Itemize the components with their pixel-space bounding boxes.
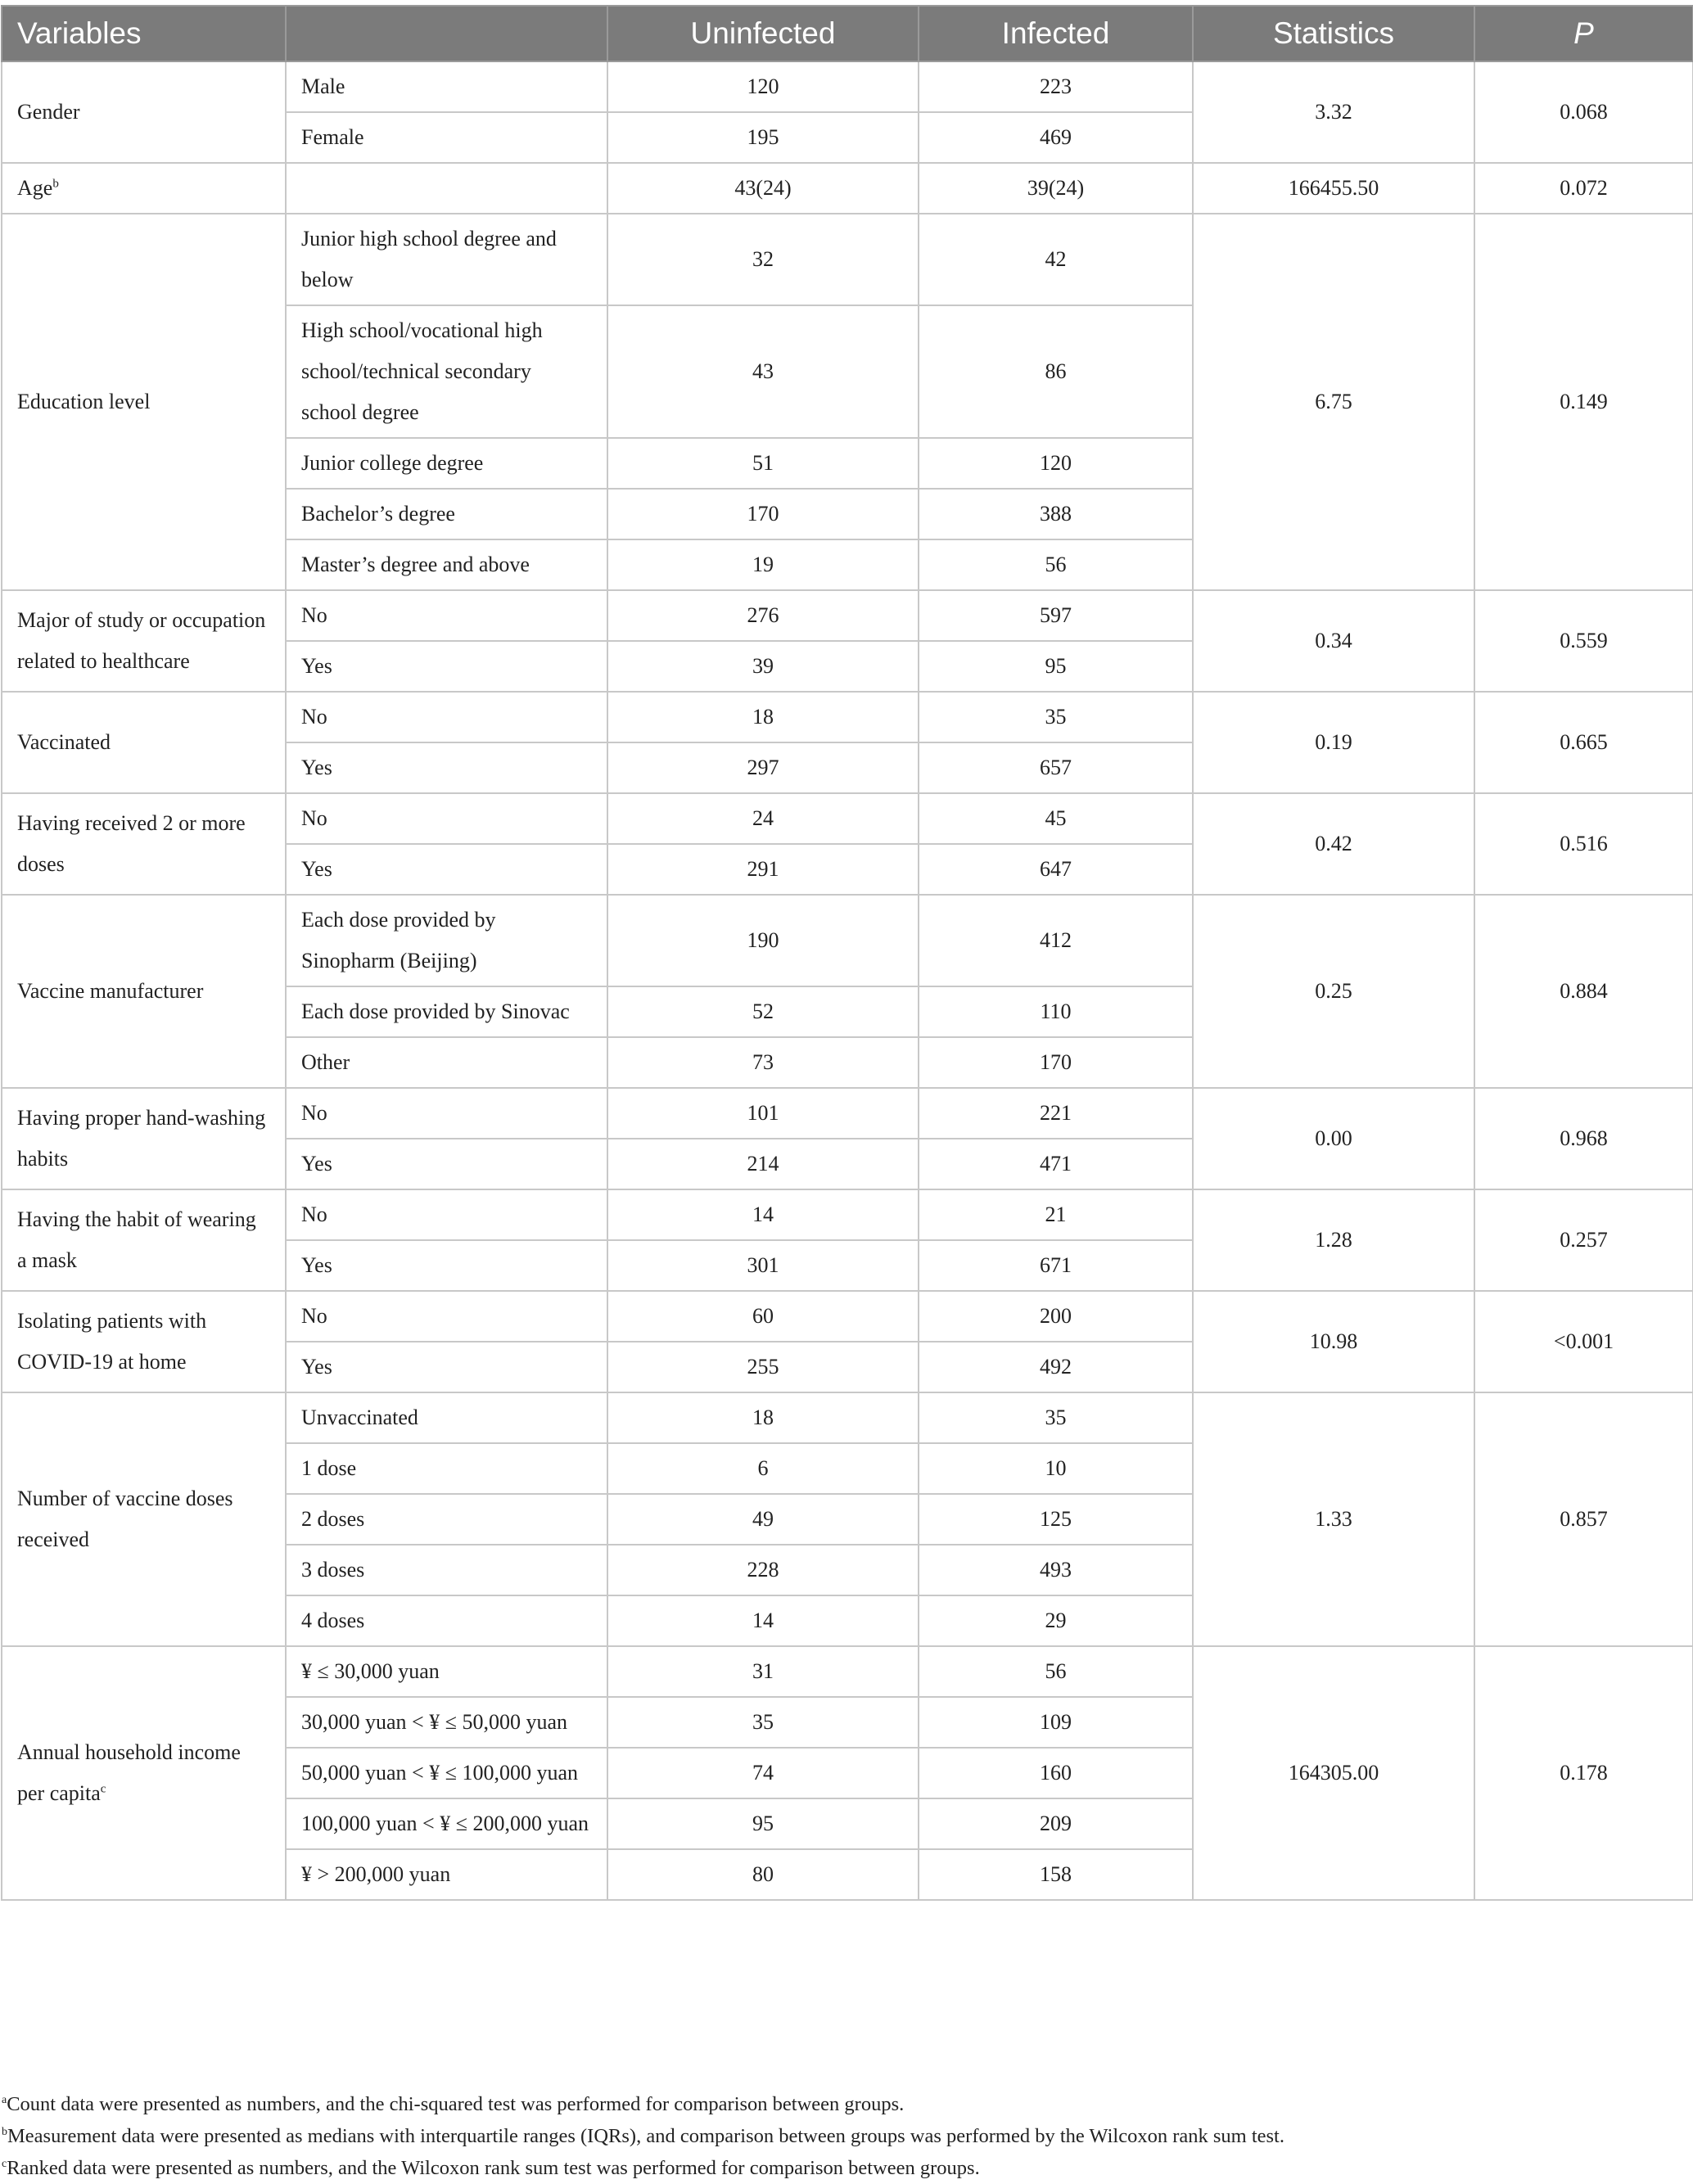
table-row bbox=[2, 1646, 1693, 1697]
infected-cell: 388 bbox=[919, 489, 1193, 539]
variable-name: Education level bbox=[17, 390, 151, 413]
infected-cell: 120 bbox=[919, 438, 1193, 489]
uninfected-cell: 95 bbox=[607, 1798, 919, 1849]
variable-cell bbox=[2, 61, 286, 163]
header-infected: Infected bbox=[919, 6, 1193, 61]
footnote bbox=[2, 2120, 1688, 2152]
variable-name: Gender bbox=[17, 100, 80, 124]
statistic-cell: 1.28 bbox=[1193, 1189, 1474, 1291]
variable-name: Annual household income per capita bbox=[17, 1740, 241, 1805]
header-category bbox=[286, 6, 607, 61]
footnote-marker: b bbox=[52, 177, 59, 191]
infected-cell: 35 bbox=[919, 692, 1193, 742]
table-row bbox=[2, 214, 1693, 305]
uninfected-cell: 14 bbox=[607, 1189, 919, 1240]
uninfected-cell: 35 bbox=[607, 1697, 919, 1748]
header-p: P bbox=[1474, 6, 1693, 61]
uninfected-cell: 120 bbox=[607, 61, 919, 112]
infected-cell: 109 bbox=[919, 1697, 1193, 1748]
variable-name: Number of vaccine doses received bbox=[17, 1487, 233, 1551]
footnote-marker: c bbox=[2, 2157, 7, 2170]
table-row bbox=[2, 1291, 1693, 1342]
uninfected-cell: 6 bbox=[607, 1443, 919, 1494]
statistic-cell: 0.19 bbox=[1193, 692, 1474, 793]
category-cell: 30,000 yuan < ¥ ≤ 50,000 yuan bbox=[286, 1697, 607, 1748]
category-cell: No bbox=[286, 1088, 607, 1139]
uninfected-cell: 301 bbox=[607, 1240, 919, 1291]
statistic-cell: 6.75 bbox=[1193, 214, 1474, 590]
uninfected-cell: 214 bbox=[607, 1139, 919, 1189]
footnote-marker: a bbox=[2, 2093, 7, 2106]
footnote-marker: c bbox=[100, 1782, 106, 1796]
uninfected-cell: 31 bbox=[607, 1646, 919, 1697]
uninfected-cell: 255 bbox=[607, 1342, 919, 1392]
uninfected-cell: 74 bbox=[607, 1748, 919, 1798]
infected-cell: 21 bbox=[919, 1189, 1193, 1240]
infected-cell: 200 bbox=[919, 1291, 1193, 1342]
infected-cell: 492 bbox=[919, 1342, 1193, 1392]
uninfected-cell: 18 bbox=[607, 692, 919, 742]
category-cell: 3 doses bbox=[286, 1545, 607, 1595]
statistic-cell: 0.34 bbox=[1193, 590, 1474, 692]
variable-name: Major of study or occupation related to healthcare bbox=[17, 608, 266, 673]
statistic-cell: 10.98 bbox=[1193, 1291, 1474, 1392]
category-cell: Unvaccinated bbox=[286, 1392, 607, 1443]
infected-cell: 39(24) bbox=[919, 163, 1193, 214]
infected-cell: 647 bbox=[919, 844, 1193, 895]
variable-cell bbox=[2, 692, 286, 793]
category-cell: Other bbox=[286, 1037, 607, 1088]
category-cell: Each dose provided by Sinopharm (Beijing) bbox=[286, 895, 607, 986]
category-cell: No bbox=[286, 793, 607, 844]
category-cell: 50,000 yuan < ¥ ≤ 100,000 yuan bbox=[286, 1748, 607, 1798]
footnote bbox=[2, 2088, 1688, 2120]
variable-cell bbox=[2, 1291, 286, 1392]
uninfected-cell: 18 bbox=[607, 1392, 919, 1443]
category-cell: No bbox=[286, 692, 607, 742]
variable-name: Vaccine manufacturer bbox=[17, 979, 204, 1003]
category-cell: Junior high school degree and below bbox=[286, 214, 607, 305]
infected-cell: 125 bbox=[919, 1494, 1193, 1545]
variable-name: Isolating patients with COVID-19 at home bbox=[17, 1309, 207, 1374]
uninfected-cell: 49 bbox=[607, 1494, 919, 1545]
statistic-cell: 1.33 bbox=[1193, 1392, 1474, 1646]
footnote-text: Measurement data were presented as medians with interquartile ranges (IQRs), and comparison between groups was performed by the Wilcoxon rank sum test. bbox=[7, 2125, 1284, 2147]
category-cell: Male bbox=[286, 61, 607, 112]
category-cell: Yes bbox=[286, 742, 607, 793]
category-cell: Yes bbox=[286, 1342, 607, 1392]
variable-cell bbox=[2, 1189, 286, 1291]
infected-cell: 42 bbox=[919, 214, 1193, 305]
variable-name: Having the habit of wearing a mask bbox=[17, 1207, 256, 1272]
variable-cell bbox=[2, 214, 286, 590]
statistic-cell: 166455.50 bbox=[1193, 163, 1474, 214]
table-row bbox=[2, 1392, 1693, 1443]
variable-name: Vaccinated bbox=[17, 730, 111, 754]
variable-cell bbox=[2, 1646, 286, 1900]
category-cell: No bbox=[286, 1291, 607, 1342]
infected-cell: 469 bbox=[919, 112, 1193, 163]
footnote-text: Count data were presented as numbers, and the chi-squared test was performed for comparison between groups. bbox=[7, 2093, 905, 2115]
p-value-cell: 0.178 bbox=[1474, 1646, 1693, 1900]
category-cell: Junior college degree bbox=[286, 438, 607, 489]
table-row bbox=[2, 1189, 1693, 1240]
category-cell bbox=[286, 163, 607, 214]
p-value-cell: 0.665 bbox=[1474, 692, 1693, 793]
category-cell: ¥ > 200,000 yuan bbox=[286, 1849, 607, 1900]
header-statistics: Statistics bbox=[1193, 6, 1474, 61]
uninfected-cell: 32 bbox=[607, 214, 919, 305]
infected-cell: 671 bbox=[919, 1240, 1193, 1291]
category-cell: Master’s degree and above bbox=[286, 539, 607, 590]
category-cell: Each dose provided by Sinovac bbox=[286, 986, 607, 1037]
uninfected-cell: 73 bbox=[607, 1037, 919, 1088]
uninfected-cell: 195 bbox=[607, 112, 919, 163]
statistic-cell: 0.00 bbox=[1193, 1088, 1474, 1189]
p-value-cell: 0.968 bbox=[1474, 1088, 1693, 1189]
statistic-cell: 0.25 bbox=[1193, 895, 1474, 1088]
category-cell: No bbox=[286, 1189, 607, 1240]
p-value-cell: 0.857 bbox=[1474, 1392, 1693, 1646]
variable-name: Having received 2 or more doses bbox=[17, 811, 246, 876]
uninfected-cell: 276 bbox=[607, 590, 919, 641]
infected-cell: 493 bbox=[919, 1545, 1193, 1595]
infected-cell: 86 bbox=[919, 305, 1193, 438]
category-cell: Female bbox=[286, 112, 607, 163]
category-cell: 100,000 yuan < ¥ ≤ 200,000 yuan bbox=[286, 1798, 607, 1849]
uninfected-cell: 51 bbox=[607, 438, 919, 489]
footnote-marker: b bbox=[2, 2125, 7, 2138]
statistic-cell: 164305.00 bbox=[1193, 1646, 1474, 1900]
table-row bbox=[2, 692, 1693, 742]
uninfected-cell: 52 bbox=[607, 986, 919, 1037]
uninfected-cell: 43 bbox=[607, 305, 919, 438]
infected-cell: 223 bbox=[919, 61, 1193, 112]
category-cell: No bbox=[286, 590, 607, 641]
footnote bbox=[2, 2152, 1688, 2184]
statistic-cell: 0.42 bbox=[1193, 793, 1474, 895]
category-cell: 4 doses bbox=[286, 1595, 607, 1646]
uninfected-cell: 24 bbox=[607, 793, 919, 844]
uninfected-cell: 19 bbox=[607, 539, 919, 590]
infected-cell: 160 bbox=[919, 1748, 1193, 1798]
infected-cell: 45 bbox=[919, 793, 1193, 844]
uninfected-cell: 190 bbox=[607, 895, 919, 986]
header-variables: Variables bbox=[2, 6, 286, 61]
statistic-cell: 3.32 bbox=[1193, 61, 1474, 163]
p-value-cell: 0.559 bbox=[1474, 590, 1693, 692]
uninfected-cell: 228 bbox=[607, 1545, 919, 1595]
p-value-cell: 0.884 bbox=[1474, 895, 1693, 1088]
p-value-cell: 0.149 bbox=[1474, 214, 1693, 590]
table-row bbox=[2, 163, 1693, 214]
category-cell: 2 doses bbox=[286, 1494, 607, 1545]
table-row bbox=[2, 1088, 1693, 1139]
infected-cell: 10 bbox=[919, 1443, 1193, 1494]
category-cell: Bachelor’s degree bbox=[286, 489, 607, 539]
variable-cell bbox=[2, 1088, 286, 1189]
infected-cell: 110 bbox=[919, 986, 1193, 1037]
variable-cell bbox=[2, 1392, 286, 1646]
category-cell: Yes bbox=[286, 844, 607, 895]
category-cell: ¥ ≤ 30,000 yuan bbox=[286, 1646, 607, 1697]
infected-cell: 56 bbox=[919, 1646, 1193, 1697]
variable-cell bbox=[2, 163, 286, 214]
infected-cell: 412 bbox=[919, 895, 1193, 986]
uninfected-cell: 43(24) bbox=[607, 163, 919, 214]
category-cell: 1 dose bbox=[286, 1443, 607, 1494]
infected-cell: 35 bbox=[919, 1392, 1193, 1443]
uninfected-cell: 297 bbox=[607, 742, 919, 793]
variable-cell bbox=[2, 895, 286, 1088]
table-row bbox=[2, 590, 1693, 641]
footnotes bbox=[2, 2088, 1688, 2184]
uninfected-cell: 101 bbox=[607, 1088, 919, 1139]
uninfected-cell: 60 bbox=[607, 1291, 919, 1342]
category-cell: High school/vocational high school/technical secondary school degree bbox=[286, 305, 607, 438]
infected-cell: 657 bbox=[919, 742, 1193, 793]
uninfected-cell: 14 bbox=[607, 1595, 919, 1646]
infected-cell: 471 bbox=[919, 1139, 1193, 1189]
infected-cell: 209 bbox=[919, 1798, 1193, 1849]
category-cell: Yes bbox=[286, 641, 607, 692]
variable-cell bbox=[2, 793, 286, 895]
p-value-cell: <0.001 bbox=[1474, 1291, 1693, 1392]
uninfected-cell: 291 bbox=[607, 844, 919, 895]
category-cell: Yes bbox=[286, 1139, 607, 1189]
uninfected-cell: 39 bbox=[607, 641, 919, 692]
category-cell: Yes bbox=[286, 1240, 607, 1291]
footnote-text: Ranked data were presented as numbers, and the Wilcoxon rank sum test was performed for comparison between groups. bbox=[7, 2157, 980, 2179]
infected-cell: 221 bbox=[919, 1088, 1193, 1139]
infected-cell: 29 bbox=[919, 1595, 1193, 1646]
table-row bbox=[2, 793, 1693, 844]
infected-cell: 597 bbox=[919, 590, 1193, 641]
p-value-cell: 0.516 bbox=[1474, 793, 1693, 895]
variable-name: Age bbox=[17, 176, 53, 200]
variable-cell bbox=[2, 590, 286, 692]
infected-cell: 158 bbox=[919, 1849, 1193, 1900]
p-value-cell: 0.068 bbox=[1474, 61, 1693, 163]
uninfected-cell: 80 bbox=[607, 1849, 919, 1900]
table-body bbox=[2, 61, 1693, 1900]
table-row bbox=[2, 895, 1693, 986]
uninfected-cell: 170 bbox=[607, 489, 919, 539]
header-uninfected: Uninfected bbox=[607, 6, 919, 61]
p-value-cell: 0.257 bbox=[1474, 1189, 1693, 1291]
infected-cell: 170 bbox=[919, 1037, 1193, 1088]
table-header bbox=[2, 6, 1693, 61]
infected-cell: 95 bbox=[919, 641, 1193, 692]
variable-name: Having proper hand-washing habits bbox=[17, 1106, 266, 1171]
infected-cell: 56 bbox=[919, 539, 1193, 590]
table-row bbox=[2, 61, 1693, 112]
p-value-cell: 0.072 bbox=[1474, 163, 1693, 214]
data-table bbox=[1, 5, 1693, 1901]
